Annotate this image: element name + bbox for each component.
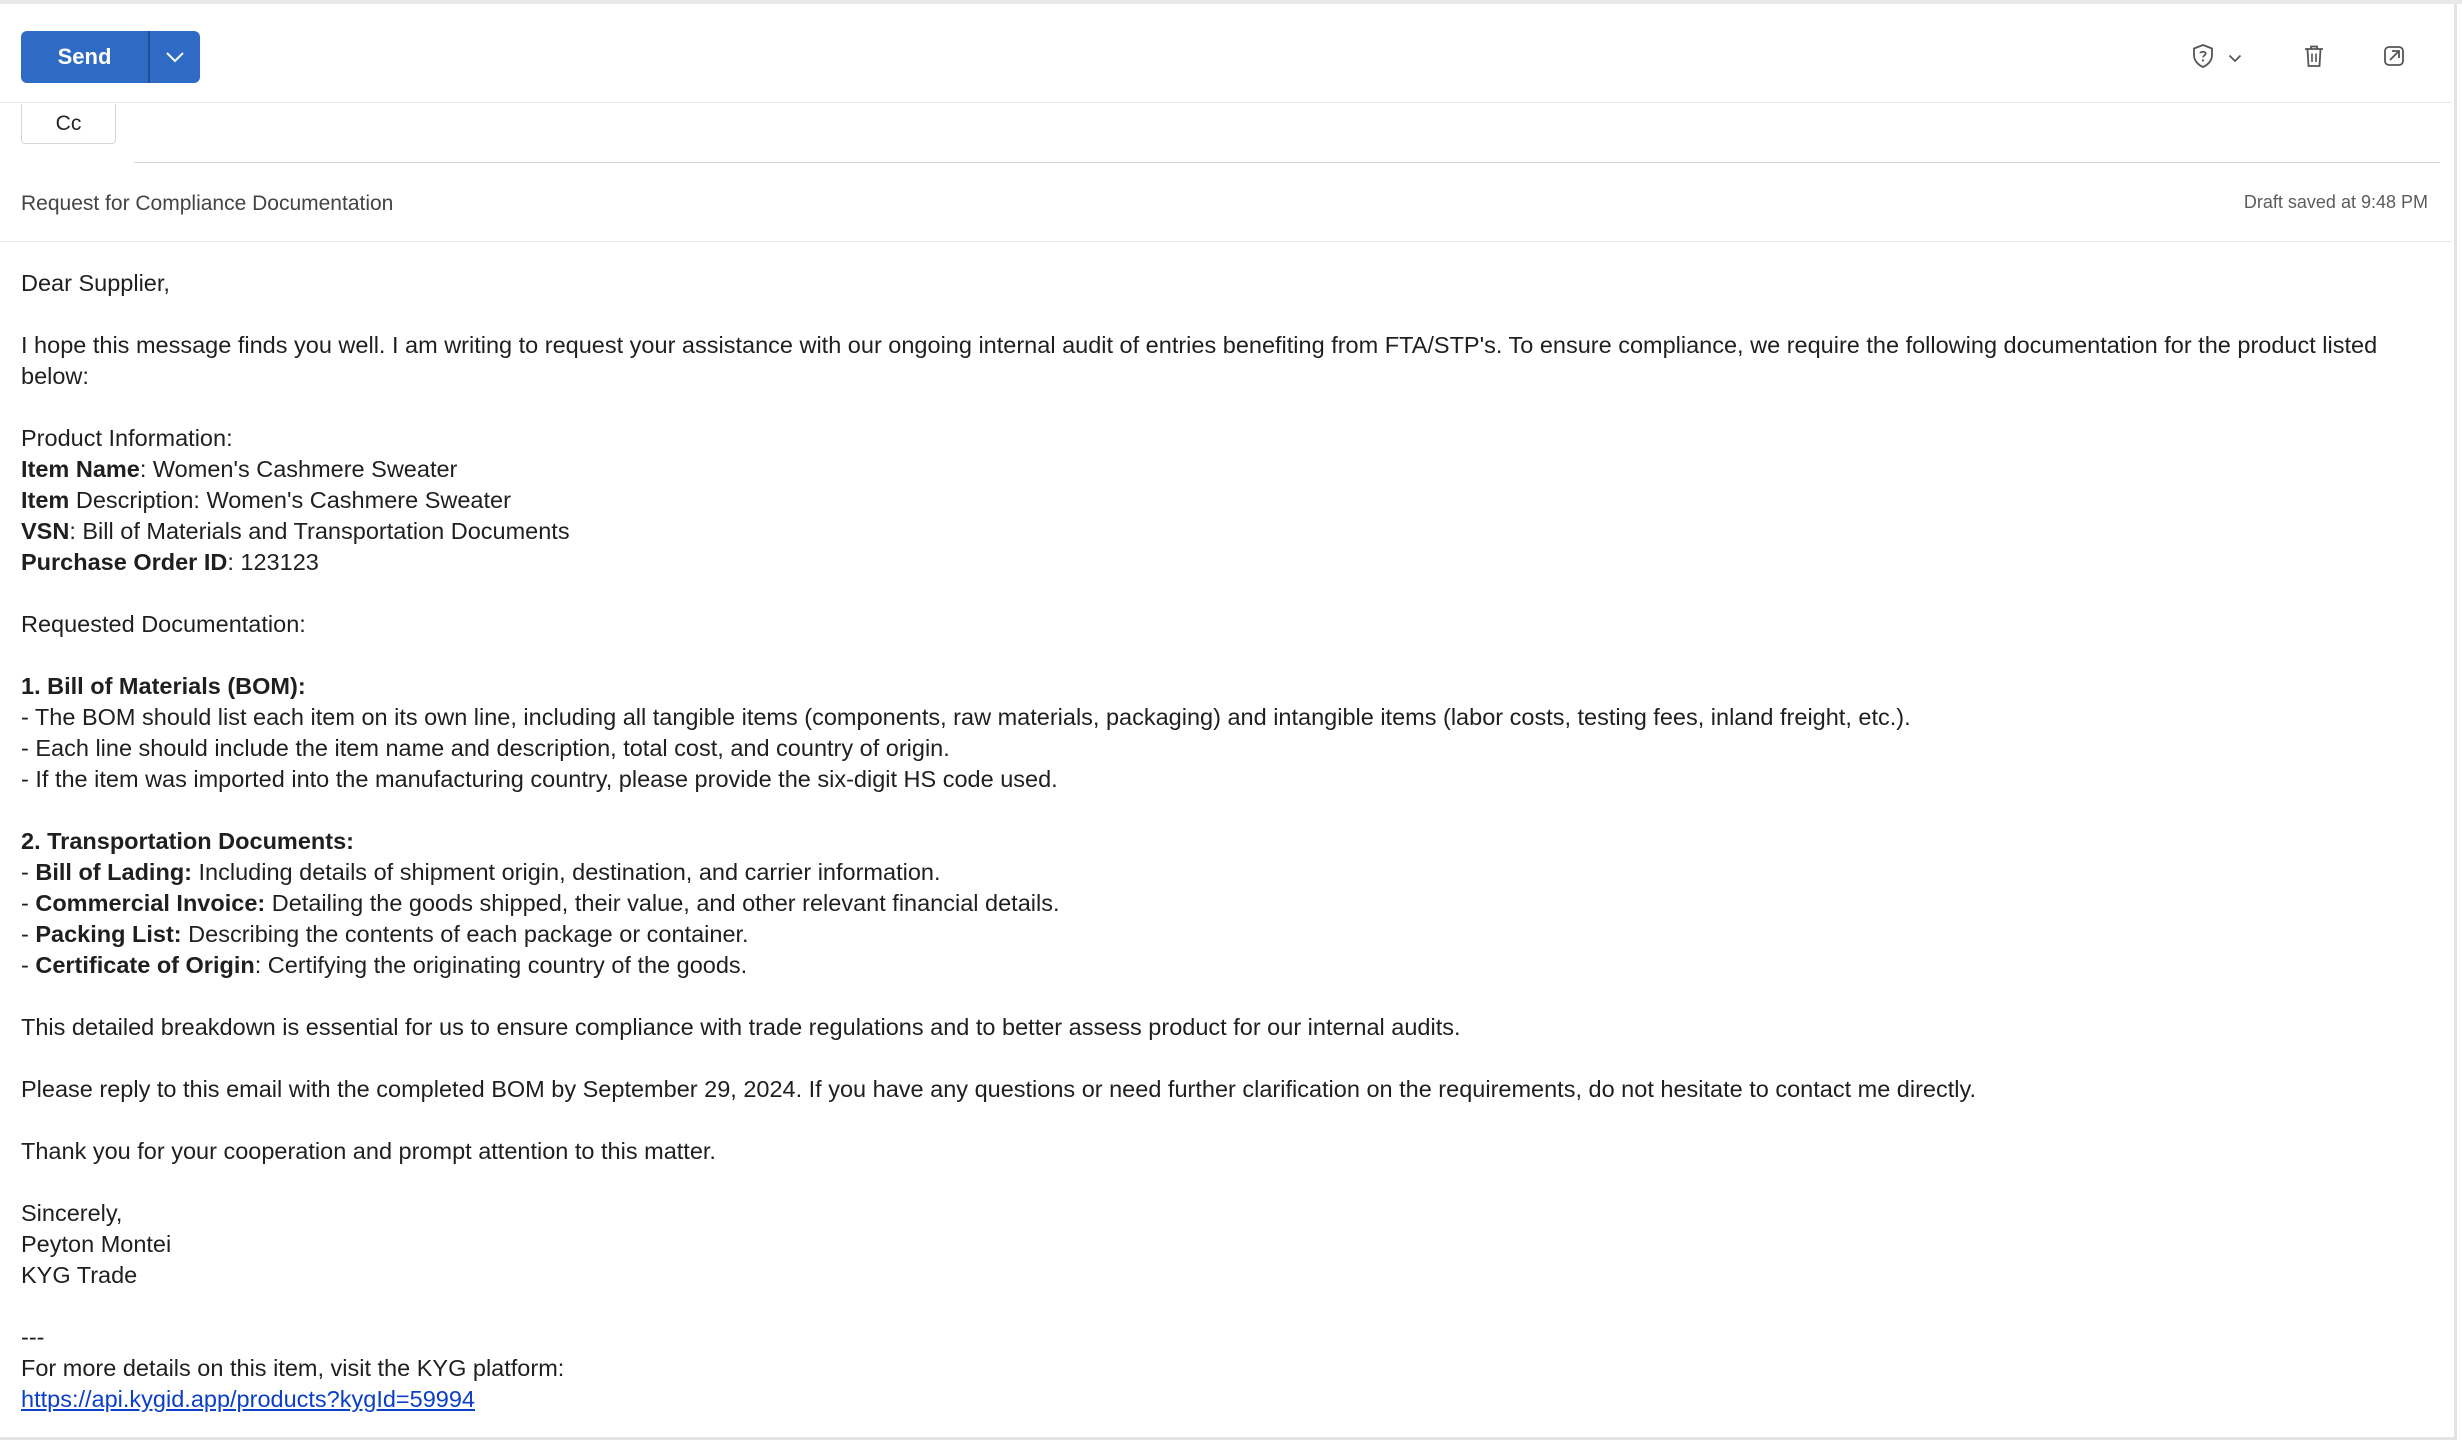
thanks-paragraph: Thank you for your cooperation and prompt attention to this matter. (21, 1138, 716, 1164)
breakdown-paragraph: This detailed breakdown is essential for us to ensure compliance with trade regulations and to better assess product for our internal audits. (21, 1014, 1461, 1040)
item-name-label: Item Name (21, 456, 140, 482)
intro-paragraph: I hope this message finds you well. I am writing to request your assistance with our ongoing internal audit of entries benefiting from FTA/STP's. To ensure compliance, we require the following documentation for the product listed below: (21, 332, 2378, 389)
separator: --- (21, 1324, 45, 1350)
vsn-line (21, 516, 2441, 547)
send-button-group (21, 31, 200, 83)
top-border (0, 0, 2462, 4)
sensitivity-button[interactable] (2182, 38, 2252, 74)
bom-line: - If the item was imported into the manufacturing country, please provide the six-digit HS code used. (21, 766, 1058, 792)
draft-status: Draft saved at 9:48 PM (2243, 192, 2428, 212)
cc-input-underline[interactable] (134, 162, 2440, 163)
transport-item: - Packing List: Describing the contents of each package or container. (21, 921, 749, 947)
product-link[interactable]: https://api.kygid.app/products?kygId=59994 (21, 1386, 475, 1412)
toolbar-actions (2182, 38, 2414, 74)
transport-item: - Commercial Invoice: Detailing the goods shipped, their value, and other relevant financial details. (21, 890, 1060, 916)
product-link-line (21, 1384, 2441, 1415)
discard-button[interactable] (2294, 38, 2334, 74)
vsn-value: : Bill of Materials and Transportation Documents (69, 518, 570, 544)
product-heading: Product Information: (21, 425, 233, 451)
item-name-value: : Women's Cashmere Sweater (139, 456, 458, 482)
bom-line: - Each line should include the item name and description, total cost, and country of origin. (21, 735, 950, 761)
pop-out-icon (2383, 45, 2405, 67)
send-options-button[interactable] (148, 31, 200, 83)
bom-line: - The BOM should list each item on its own line, including all tangible items (components, raw materials, packaging) and intangible items (labor costs, testing fees, inland freight, etc.). (21, 704, 1911, 730)
message-body[interactable] (21, 268, 2441, 1415)
cc-button[interactable]: Cc (21, 104, 116, 144)
closing: Sincerely, (21, 1200, 123, 1226)
item-name-line (21, 454, 2441, 485)
shield-question-icon (2192, 44, 2214, 68)
purchase-order-value: : 123123 (227, 549, 319, 575)
trash-icon (2303, 44, 2325, 68)
subject-input[interactable]: Request for Compliance Documentation (21, 192, 394, 215)
subject-divider (0, 241, 2452, 242)
reply-request-paragraph: Please reply to this email with the completed BOM by September 29, 2024. If you have any questions or need further clarification on the requirements, do not hesitate to contact me directly. (21, 1076, 1977, 1102)
chevron-down-icon (2228, 54, 2242, 63)
sender-company: KYG Trade (21, 1262, 138, 1288)
requested-heading: Requested Documentation: (21, 611, 306, 637)
purchase-order-label: Purchase Order ID (21, 549, 228, 575)
vsn-label: VSN (21, 518, 70, 544)
pop-out-button[interactable] (2374, 38, 2414, 74)
chevron-down-icon (165, 51, 185, 63)
sender-name: Peyton Montei (21, 1231, 172, 1257)
transport-item: - Bill of Lading: Including details of shipment origin, destination, and carrier information. (21, 859, 941, 885)
bom-heading: 1. Bill of Materials (BOM): (21, 673, 306, 699)
purchase-order-line (21, 547, 2441, 578)
item-description-value: Description: Women's Cashmere Sweater (69, 487, 511, 513)
toolbar-divider (0, 102, 2452, 103)
send-button[interactable]: Send (21, 31, 148, 83)
item-description-label: Item (21, 487, 70, 513)
subject-row (0, 170, 2452, 240)
transport-heading: 2. Transportation Documents: (21, 828, 354, 854)
more-details-text: For more details on this item, visit the KYG platform: (21, 1355, 565, 1381)
greeting: Dear Supplier, (21, 270, 170, 296)
item-description-line (21, 485, 2441, 516)
transport-item: - Certificate of Origin: Certifying the originating country of the goods. (21, 952, 748, 978)
